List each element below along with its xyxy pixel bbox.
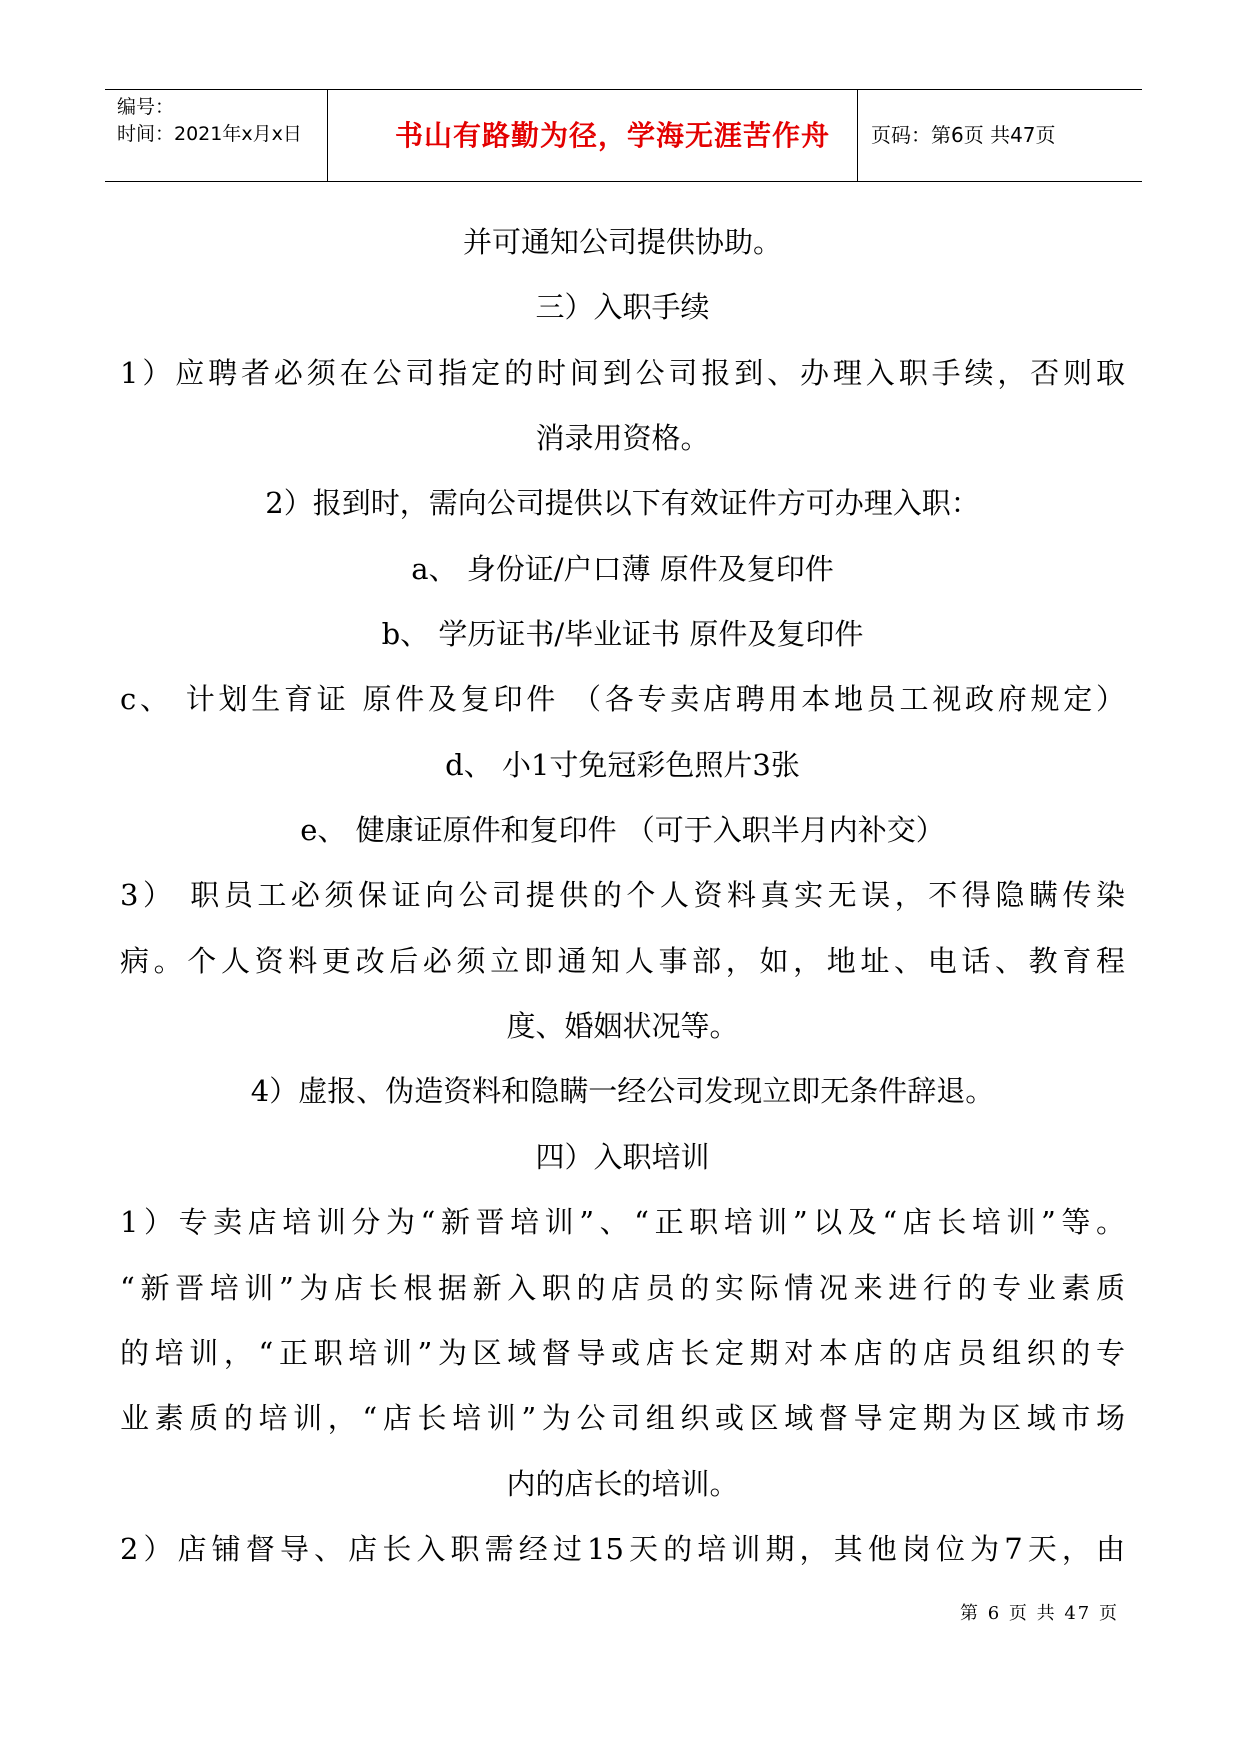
body-line: 的培训，“正职培训”为区域督导或店长定期对本店的店员组织的专 [120,1336,1125,1370]
section-heading: 四）入职培训 [535,1140,710,1174]
list-item: c、 计划生育证 原件及复印件 （各专卖店聘用本地员工视政府规定） [120,682,1125,716]
time-label: 时间：2021年x月x日 [117,123,302,145]
list-item: a、 身份证/户口薄 原件及复印件 [411,552,834,586]
body-line: 1）专卖店培训分为“新晋培训”、“正职培训”以及“店长培训”等。 [120,1205,1125,1239]
body-line: 消录用资格。 [535,421,710,455]
body-line: 内的店长的培训。 [506,1467,739,1501]
header-motto: 书山有路勤为径，学海无涯苦作舟 [394,119,830,152]
body-line: 2）店铺督导、店长入职需经过15天的培训期，其他岗位为7天，由 [120,1532,1125,1566]
list-item: b、 学历证书/毕业证书 原件及复印件 [381,617,864,651]
body-line: 2）报到时，需向公司提供以下有效证件方可办理入职： [265,486,980,520]
body-line: “新晋培训”为店长根据新入职的店员的实际情况来进行的专业素质 [120,1271,1125,1305]
body-line: 业素质的培训，“店长培训”为公司组织或区域督导定期为区域市场 [120,1401,1125,1435]
body-line: 3） 职员工必须保证向公司提供的个人资料真实无误，不得隐瞒传染 [120,878,1125,912]
header-divider [327,90,328,181]
body-line: 病。个人资料更改后必须立即通知人事部，如，地址、电话、教育程 [120,944,1125,978]
list-item: e、 健康证原件和复印件 （可于入职半月内补交） [300,813,945,847]
header-page-info: 页码：第6页 共47页 [871,123,1056,147]
document-header [105,89,1142,182]
page-footer: 第 6 页 共 47 页 [960,1603,1119,1624]
header-meta [117,94,302,148]
header-divider [857,90,858,181]
list-item: d、 小1寸免冠彩色照片3张 [445,748,800,782]
body-line: 并可通知公司提供协助。 [462,225,782,259]
body-line: 4）虚报、伪造资料和隐瞒一经公司发现立即无条件辞退。 [250,1074,995,1108]
section-heading: 三）入职手续 [535,290,710,324]
body-line: 度、婚姻状况等。 [506,1009,739,1043]
number-label: 编号： [117,96,175,118]
body-line: 1）应聘者必须在公司指定的时间到公司报到、办理入职手续，否则取 [120,356,1125,390]
